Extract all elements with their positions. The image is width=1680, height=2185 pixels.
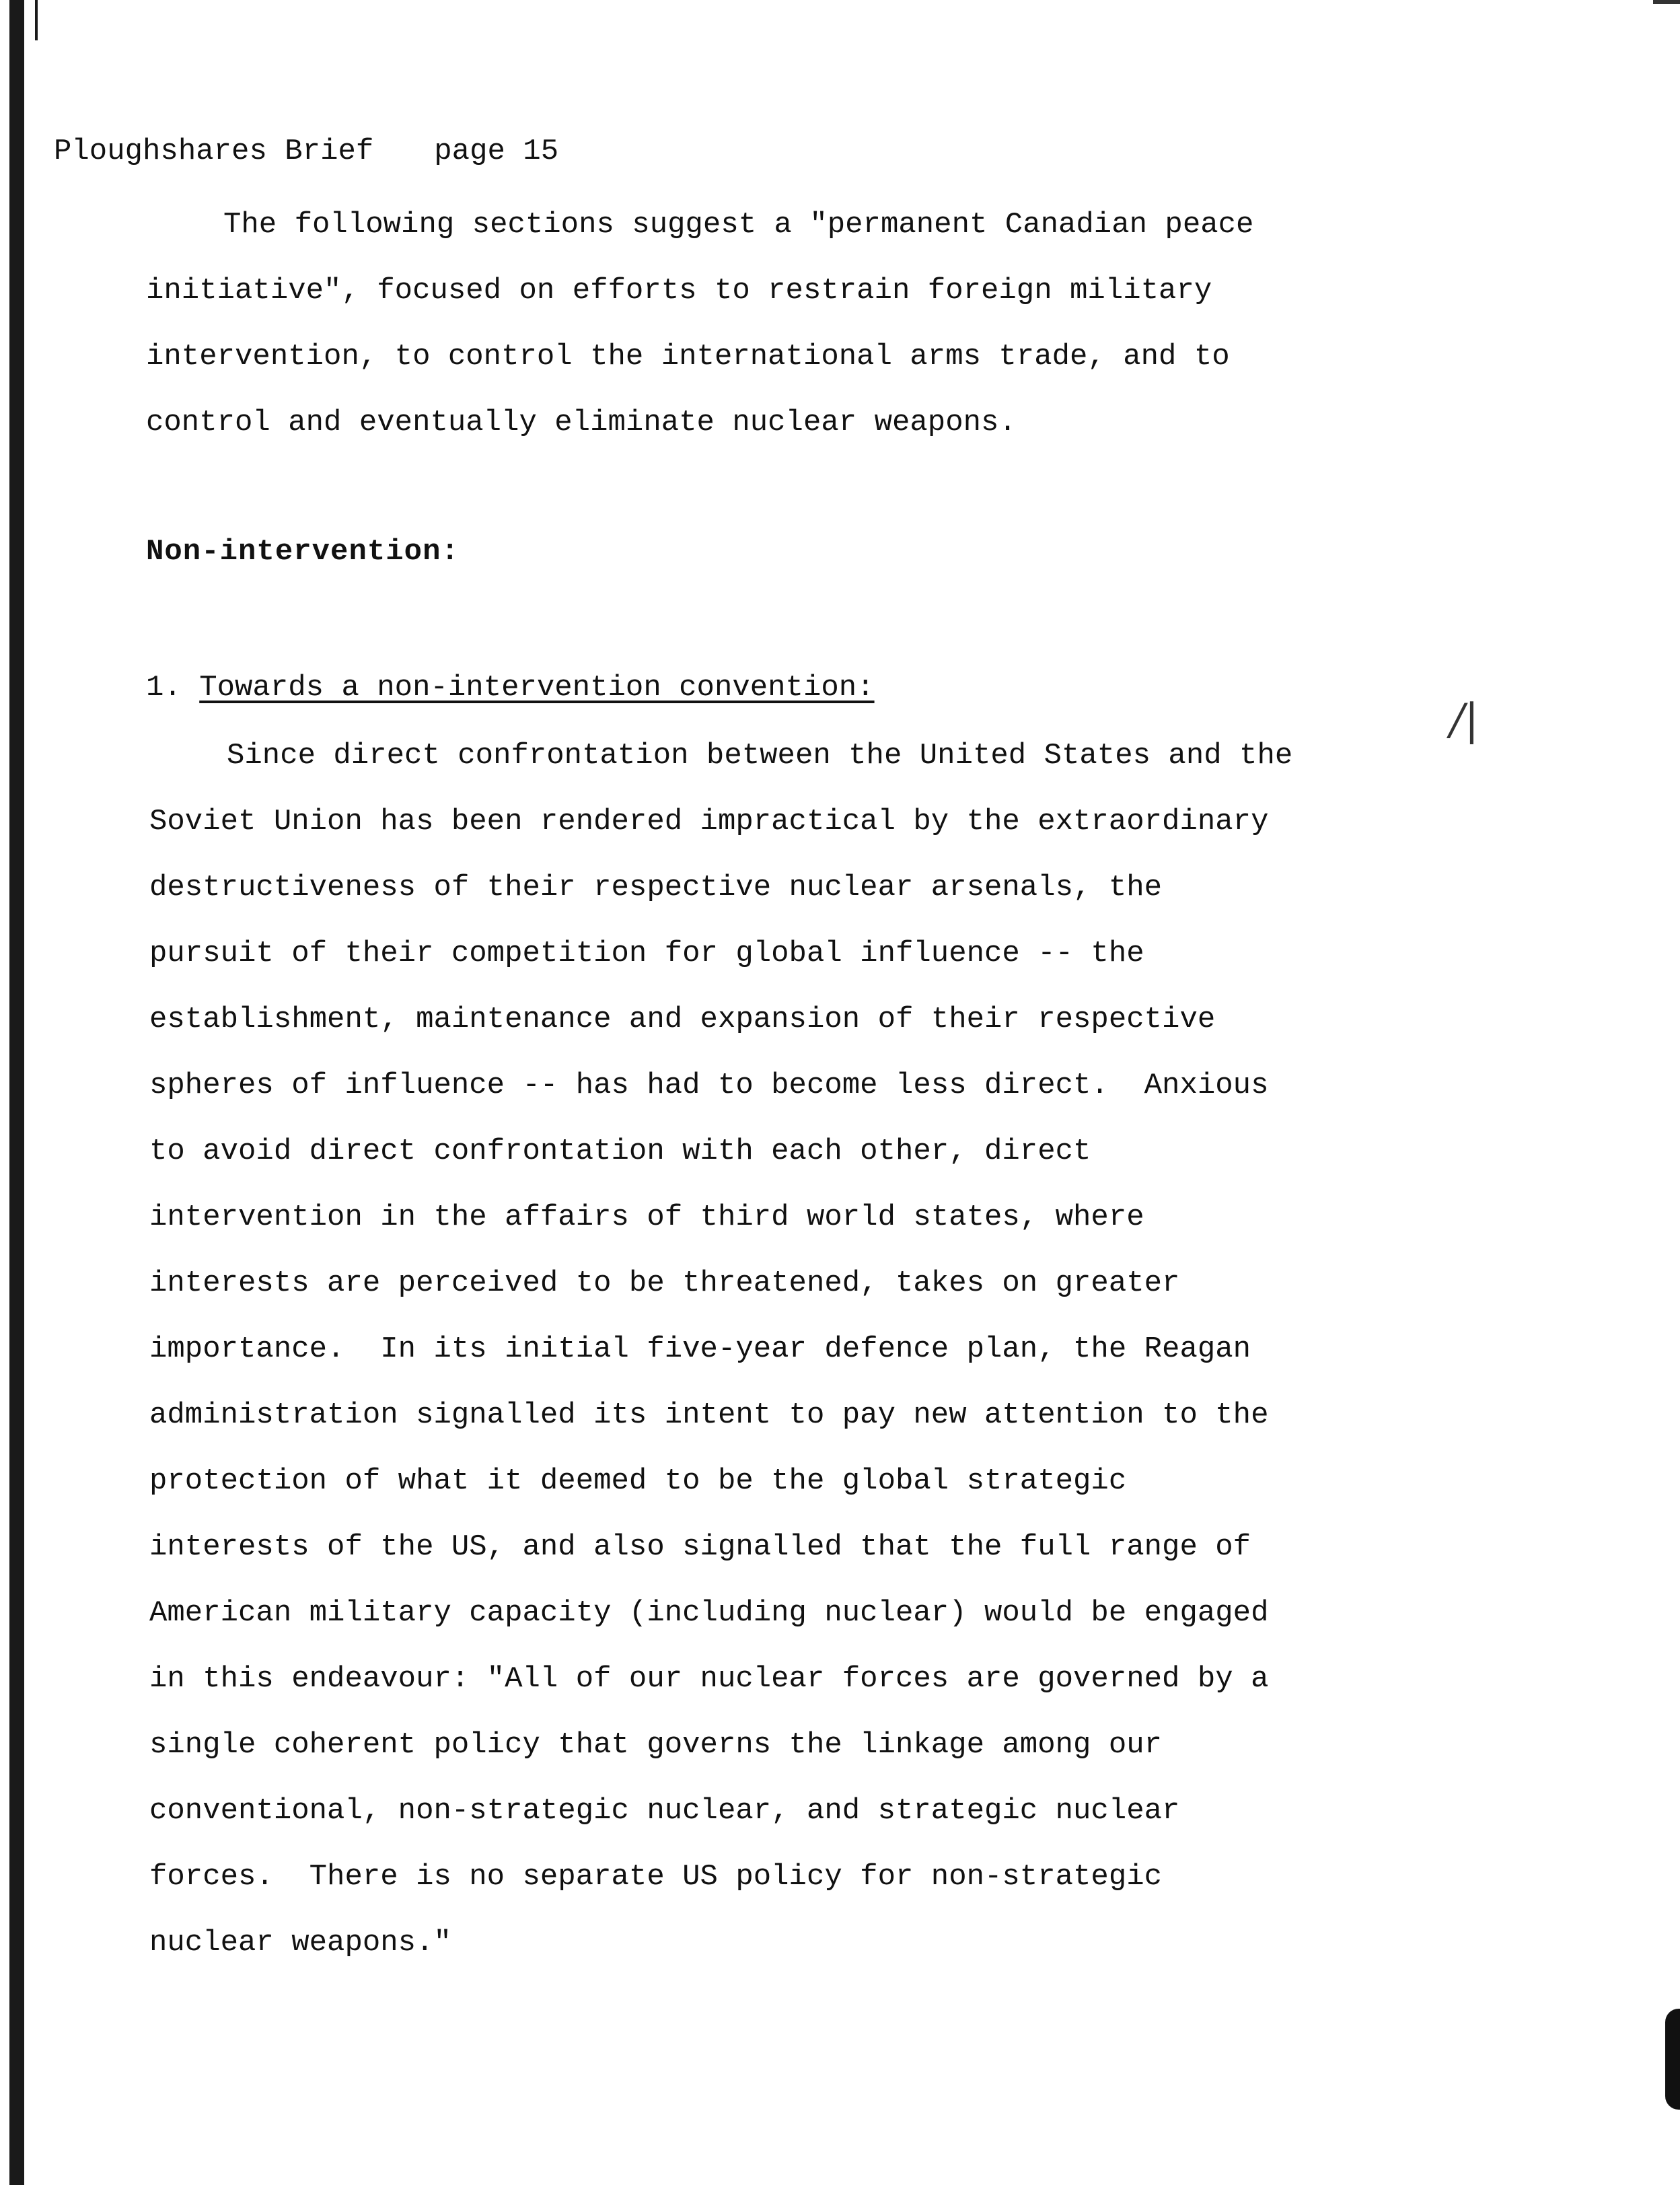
paragraph-line: protection of what it deemed to be the global strategic (149, 1464, 1127, 1498)
intro-paragraph (146, 192, 1438, 456)
paragraph-line: intervention in the affairs of third world states, where (149, 1201, 1144, 1234)
paragraph-line: establishment, maintenance and expansion of their respective (149, 1003, 1216, 1036)
document-title: Ploughshares Brief (54, 135, 374, 168)
scan-edge-right (1665, 2009, 1680, 2110)
subsection-number: 1. (146, 671, 182, 705)
paragraph-line: to avoid direct confrontation with each other, direct (149, 1135, 1091, 1168)
body-paragraph (149, 723, 1441, 1976)
page-header (54, 131, 558, 172)
paragraph-line: intervention, to control the international arms trade, and to (146, 340, 1230, 373)
subsection-title: Towards a non-intervention convention: (199, 671, 875, 705)
margin-handwritten-mark: /| (1450, 695, 1480, 745)
paragraph-line: Since direct confrontation between the United States and the (227, 739, 1293, 773)
paragraph-line: The following sections suggest a "permanent Canadian peace (223, 208, 1254, 242)
paragraph-line: importance. In its initial five-year defence plan, the Reagan (149, 1332, 1251, 1366)
paragraph-line: American military capacity (including nuclear) would be engaged (149, 1596, 1269, 1630)
paragraph-line: pursuit of their competition for global influence -- the (149, 937, 1144, 970)
paragraph-line: single coherent policy that governs the linkage among our (149, 1728, 1163, 1762)
scan-edge-top-right (1653, 0, 1680, 4)
paragraph-line: initiative", focused on efforts to restrain foreign military (146, 274, 1212, 308)
paragraph-line: interests of the US, and also signalled that the full range of (149, 1530, 1251, 1564)
paragraph-line: nuclear weapons." (149, 1926, 451, 1960)
paragraph-line: control and eventually eliminate nuclear weapons. (146, 406, 1017, 439)
paragraph-line: in this endeavour: "All of our nuclear forces are governed by a (149, 1662, 1269, 1696)
paragraph-line: Soviet Union has been rendered impractical by the extraordinary (149, 805, 1269, 838)
scan-edge-mark (35, 0, 38, 40)
scan-edge-left (9, 0, 24, 2185)
paragraph-line: administration signalled its intent to pay new attention to the (149, 1398, 1269, 1432)
paragraph-line: destructiveness of their respective nuclear arsenals, the (149, 871, 1163, 904)
paragraph-line: interests are perceived to be threatened, takes on greater (149, 1266, 1180, 1300)
page-number: page 15 (434, 135, 559, 168)
paragraph-line: conventional, non-strategic nuclear, and strategic nuclear (149, 1794, 1180, 1828)
paragraph-line: spheres of influence -- has had to become less direct. Anxious (149, 1069, 1269, 1102)
section-heading: Non-intervention: (146, 535, 460, 569)
subsection-heading (146, 668, 875, 708)
paragraph-line: forces. There is no separate US policy for non-strategic (149, 1860, 1163, 1894)
